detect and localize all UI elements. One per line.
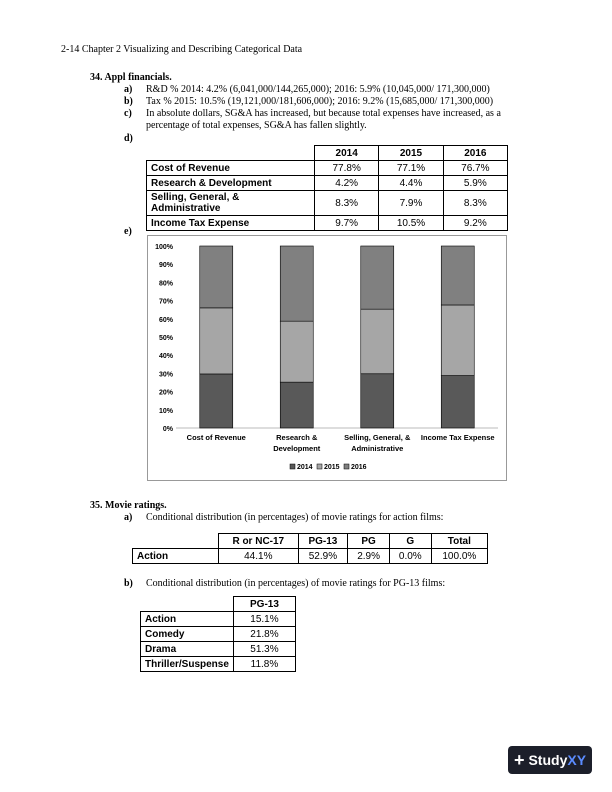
cell: 8.3%: [443, 191, 507, 216]
q34-c-text1: In absolute dollars, SG&A has increased, but because total expenses have increased, as a: [146, 108, 501, 119]
row-label: Comedy: [141, 627, 234, 642]
x-tick-label: Research &: [276, 433, 318, 442]
cell: 4.2%: [315, 176, 379, 191]
legend-swatch-2016: [344, 464, 349, 469]
q34-d-label-text: d): [124, 133, 133, 144]
x-tick-label: Development: [273, 444, 321, 453]
cell: 52.9%: [298, 549, 348, 564]
bar-2014: [280, 382, 313, 428]
cell: 11.8%: [233, 657, 295, 672]
y-tick-label: 20%: [158, 389, 173, 397]
stacked-bar-chart: [147, 235, 507, 481]
bar-2014: [200, 374, 233, 428]
q34-e-label-text: e): [124, 226, 132, 237]
q34-e-label: [124, 226, 146, 237]
q34-title: 34. Appl financials.: [90, 72, 172, 83]
page-header: 2-14 Chapter 2 Visualizing and Describing Categorical Data: [61, 44, 303, 55]
row-label: Cost of Revenue: [147, 161, 315, 176]
financials-col-2014: 2014: [315, 146, 379, 161]
cell: 10.5%: [379, 216, 443, 231]
pg13-corner: [141, 597, 234, 612]
x-tick-label: Selling, General, &: [344, 433, 411, 442]
cell: 44.1%: [219, 549, 299, 564]
bar-2016: [441, 246, 474, 305]
q34-d-label: [124, 133, 146, 144]
q34-c: [124, 108, 501, 119]
cell: 15.1%: [233, 612, 295, 627]
col-pg13: PG-13: [298, 534, 348, 549]
y-tick-label: 0%: [162, 426, 173, 433]
cell: 0.0%: [389, 549, 431, 564]
table-row: [133, 549, 488, 564]
cell: 7.9%: [379, 191, 443, 216]
brand-suffix: XY: [567, 752, 587, 768]
q34-b: [124, 96, 493, 107]
bar-2014: [361, 374, 394, 428]
q35-a-label: a): [124, 512, 133, 523]
row-label: Action: [141, 612, 234, 627]
bar-2015: [361, 309, 394, 374]
y-tick-label: 60%: [158, 316, 173, 324]
legend-label-2015: 2015: [324, 464, 340, 471]
y-tick-label: 10%: [158, 407, 173, 415]
financials-header-row: [147, 146, 508, 161]
cell: 9.2%: [443, 216, 507, 231]
row-label: Selling, General, & Administrative: [147, 191, 315, 216]
col-pg: PG: [348, 534, 390, 549]
action-header-row: [133, 534, 488, 549]
x-tick-label: Income Tax Expense: [420, 433, 495, 442]
q35-a: [124, 512, 443, 523]
legend-label-2014: 2014: [297, 464, 313, 471]
cell: 5.9%: [443, 176, 507, 191]
x-tick-label: Cost of Revenue: [186, 433, 246, 442]
y-tick-label: 70%: [158, 298, 173, 306]
q34-b-label: b): [124, 96, 133, 107]
q35-title: 35. Movie ratings.: [90, 500, 167, 511]
cell: 8.3%: [315, 191, 379, 216]
pg13-table: [140, 596, 296, 672]
cell: 4.4%: [379, 176, 443, 191]
financials-col-2015: 2015: [379, 146, 443, 161]
plus-icon: +: [513, 750, 525, 770]
brand-text: [528, 752, 586, 768]
cell: 51.3%: [233, 642, 295, 657]
table-row: [141, 657, 296, 672]
financials-table: [146, 145, 508, 231]
cell: 2.9%: [348, 549, 390, 564]
table-row: [141, 642, 296, 657]
row-label: Research & Development: [147, 176, 315, 191]
cell: 77.1%: [379, 161, 443, 176]
q34-a: [124, 84, 490, 95]
financials-col-2016: 2016: [443, 146, 507, 161]
q34-a-label: a): [124, 84, 133, 95]
x-tick-label: Administrative: [351, 444, 404, 453]
row-label: Thriller/Suspense: [141, 657, 234, 672]
row-label: Income Tax Expense: [147, 216, 315, 231]
table-row: [147, 176, 508, 191]
row-label: Drama: [141, 642, 234, 657]
q35-a-text: Conditional distribution (in percentages) of movie ratings for action films:: [146, 512, 444, 523]
legend-swatch-2014: [290, 464, 295, 469]
bar-2016: [361, 246, 394, 309]
col-g: G: [389, 534, 431, 549]
bar-2015: [200, 308, 233, 374]
cell: 9.7%: [315, 216, 379, 231]
q34-b-text: Tax % 2015: 10.5% (19,121,000/181,606,000); 2016: 9.2% (15,685,000/ 171,300,000): [146, 96, 494, 107]
cell: 100.0%: [431, 549, 487, 564]
action-corner: [133, 534, 219, 549]
bar-2016: [200, 246, 233, 308]
bar-2015: [441, 305, 474, 376]
studyxy-badge[interactable]: [508, 746, 592, 774]
y-tick-label: 90%: [158, 262, 173, 270]
col-total: Total: [431, 534, 487, 549]
q34-a-text: R&D % 2014: 4.2% (6,041,000/144,265,000); 2016: 5.9% (10,045,000/ 171,300,000): [146, 84, 490, 95]
q35-b-label: b): [124, 578, 133, 589]
cell: 21.8%: [233, 627, 295, 642]
table-row: [141, 612, 296, 627]
table-row: [141, 627, 296, 642]
chart-canvas: [148, 236, 506, 480]
table-row: [147, 161, 508, 176]
action-ratings-table: [132, 533, 488, 564]
bar-2015: [280, 321, 313, 382]
y-tick-label: 50%: [158, 335, 173, 342]
legend-label-2016: 2016: [351, 464, 367, 471]
pg13-header-row: [141, 597, 296, 612]
bar-2014: [441, 376, 474, 428]
cell: 76.7%: [443, 161, 507, 176]
cell: 77.8%: [315, 161, 379, 176]
q34-c-text2: percentage of total expenses, SG&A has fallen slightly.: [146, 120, 367, 131]
q35-b-text: Conditional distribution (in percentages) of movie ratings for PG-13 films:: [146, 578, 446, 589]
col-r-nc17: R or NC-17: [219, 534, 299, 549]
legend-swatch-2015: [317, 464, 322, 469]
y-tick-label: 80%: [158, 280, 173, 288]
financials-corner: [147, 146, 315, 161]
y-tick-label: 100%: [155, 244, 173, 251]
col-pg13-header: PG-13: [233, 597, 295, 612]
q35-b: [124, 578, 445, 589]
row-label: Action: [133, 549, 219, 564]
y-tick-label: 40%: [158, 353, 173, 361]
brand-prefix: Study: [528, 752, 568, 768]
table-row: [147, 191, 508, 216]
y-tick-label: 30%: [158, 371, 173, 379]
table-row: [147, 216, 508, 231]
q34-c-label: c): [124, 108, 132, 119]
bar-2016: [280, 246, 313, 321]
